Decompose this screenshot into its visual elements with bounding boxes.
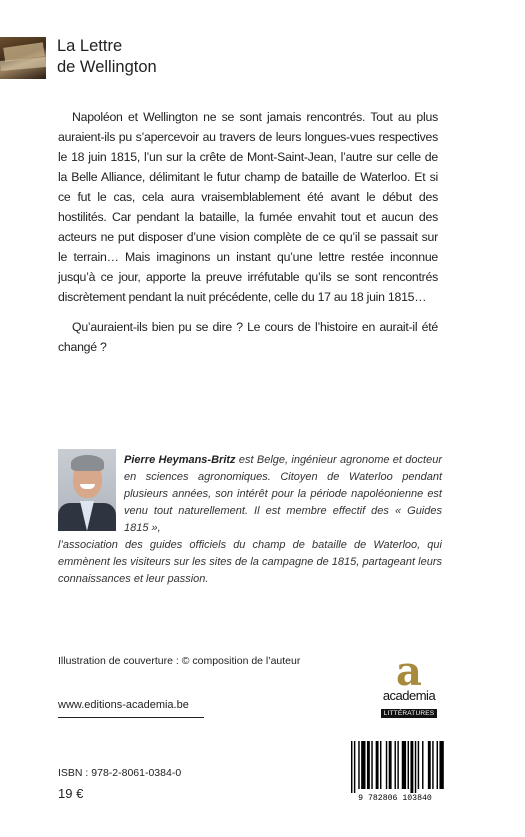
barcode-bar xyxy=(367,741,370,789)
summary-paragraph-1: Napoléon et Wellington ne se sont jamais rencontrés. Tout au plus auraient-ils pu s’apercevoir au travers de leurs longues-vues respectives le 18 juin 1815, l’un sur la crête de Mont-Saint-Jean, l’autre sur celle de la Belle Alliance, délimitant le futur champ de bataille de Waterloo. Et si ce fut le cas, cela aura vraisemblablement été avant le début des hostilités. Car pendant la bataille, la fumée envahit tout et aucun des acteurs ne put disposer d’une vision complète de ce qu’il se passait sur le terrain… Mais imaginons un instant qu’une lettre restée inconnue jusqu’à ce jour, apporte la preuve irréfutable qu’ils se sont rencontrés discrètement pendant la nuit précédente, celle du 17 au 18 juin 1815… xyxy=(58,110,438,304)
barcode-bar xyxy=(389,741,392,789)
barcode-bar xyxy=(386,741,387,789)
barcode-bar xyxy=(351,741,352,793)
barcode-bar xyxy=(361,741,365,789)
book-title xyxy=(57,36,317,78)
barcode-bar xyxy=(432,741,433,789)
author-bio-continued: l’association des guides officiels du champ de bataille de Waterloo, qui emmènent les visiteurs sur les sites de la campagne de 1815, partageant leurs connaissances et leur passion. xyxy=(58,539,442,585)
back-cover-summary xyxy=(58,107,438,357)
price: 19 € xyxy=(58,786,84,801)
isbn-barcode xyxy=(345,739,445,802)
barcode-bar xyxy=(418,741,419,789)
author-photo xyxy=(58,449,116,531)
publisher-website-link[interactable]: www.editions-academia.be xyxy=(58,699,189,711)
barcode-bar xyxy=(397,741,398,789)
barcode-bar xyxy=(437,741,438,789)
cover-credit: Illustration de couverture : © composition de l’auteur xyxy=(58,655,301,667)
barcode-bar xyxy=(439,741,443,789)
barcode-bar xyxy=(415,741,416,793)
barcode-bar xyxy=(358,741,359,789)
summary-paragraph-2: Qu’auraient-ils bien pu se dire ? Le cours de l’histoire en aurait-il été changé ? xyxy=(58,320,438,354)
barcode-bar xyxy=(395,741,396,789)
barcode-bar xyxy=(410,741,413,793)
publisher-logo-word: academia xyxy=(382,688,436,703)
barcode-bar xyxy=(408,741,409,789)
barcode-bar xyxy=(422,741,423,789)
publisher-logo-letter: a xyxy=(396,648,422,695)
book-title-line1: La Lettre xyxy=(57,37,123,55)
isbn-text: ISBN : 978-2-8061-0384-0 xyxy=(58,767,182,779)
website-underline xyxy=(58,717,204,718)
publisher-logo-sub: LITTÉRATURES xyxy=(381,709,438,718)
author-bio xyxy=(124,452,442,537)
publisher-logo xyxy=(377,648,441,717)
barcode-bar xyxy=(376,741,379,789)
book-title-line2: de Wellington xyxy=(57,58,157,76)
cover-thumbnail-image xyxy=(0,37,46,79)
author-bio-part1: est Belge, ingénieur agronome et docteur en sciences agronomiques. Citoyen de Waterloo pendant plusieurs années, son intérêt pour la période napoléonienne est venu tout naturellement. Il est membre effectif des « Guides 1815 », xyxy=(124,454,442,534)
barcode-bar xyxy=(428,741,431,789)
barcode-bar xyxy=(402,741,406,789)
author-name: Pierre Heymans-Britz xyxy=(124,454,236,466)
barcode-bar xyxy=(371,741,372,789)
barcode-bar xyxy=(380,741,381,789)
barcode-bar xyxy=(354,741,355,793)
barcode-number: 9 782806 103840 xyxy=(358,794,432,802)
